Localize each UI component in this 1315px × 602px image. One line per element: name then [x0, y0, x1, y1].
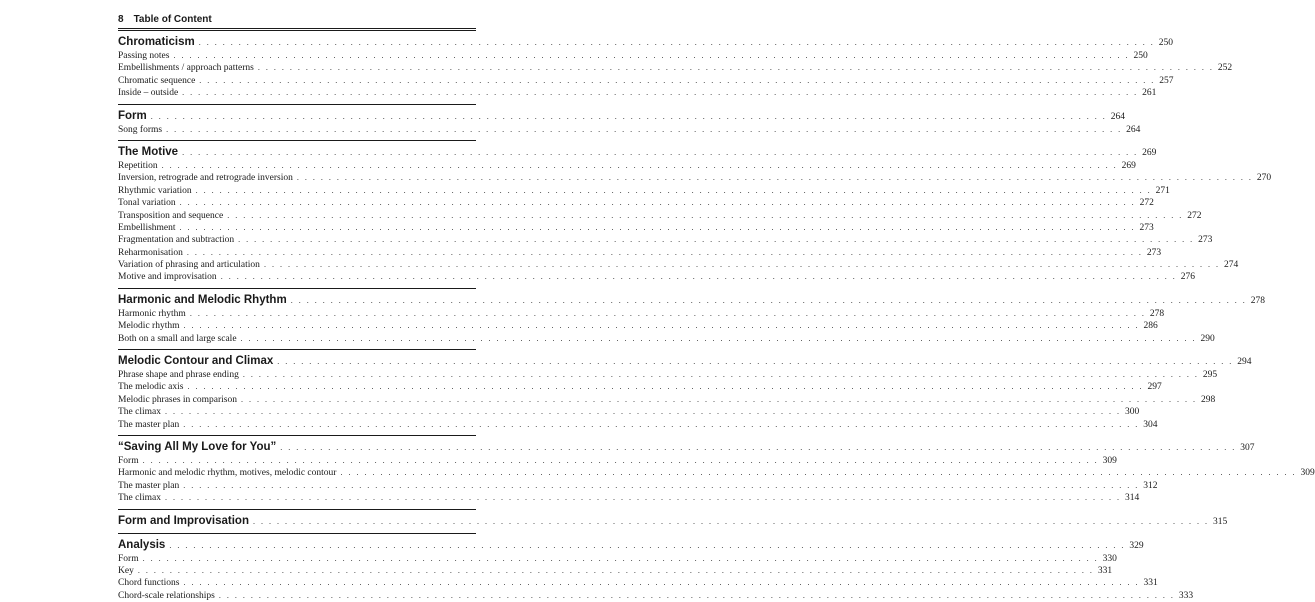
- table-of-contents: [118, 30, 1315, 602]
- dot-leader: . . . . . . . . . . . . . . . . . . . . . . . . . . . . . . . . . . . . . . . . . . . . . . . . . . . . . . . . . . . . . . . . . . . . . . . . . . . . . . . . . . . . . . . . . . . . . . . . . . . . . . . . . . . . . . . . . . . . . . . .: [241, 394, 1197, 404]
- dot-leader: . . . . . . . . . . . . . . . . . . . . . . . . . . . . . . . . . . . . . . . . . . . . . . . . . . . . . . . . . . . . . . . . . . . . . . . . . . . . . . . . . . . . . . . . . . . . . . . . . . . . . . . . . . . . . . . . . . . . . . . .: [340, 468, 1297, 478]
- dot-leader: . . . . . . . . . . . . . . . . . . . . . . . . . . . . . . . . . . . . . . . . . . . . . . . . . . . . . . . . . . . . . . . . . . . . . . . . . . . . . . . . . . . . . . . . . . . . . . . . . . . . . . . . . . . . . . . . . . . . . . . .: [183, 480, 1140, 490]
- toc-entry: [118, 50, 1148, 62]
- toc-section: [118, 104, 1141, 136]
- entry-title: Both on a small and large scale: [118, 333, 237, 344]
- page-ref: 271: [1155, 185, 1170, 196]
- dot-leader: . . . . . . . . . . . . . . . . . . . . . . . . . . . . . . . . . . . . . . . . . . . . . . . . . . . . . . . . . . . . . . . . . . . . . . . . . . . . . . . . . . . . . . . . . . . . . . . . . . . . . . . . . . . . . . . . . . . . . . . .: [169, 540, 1126, 550]
- page-ref: 331: [1097, 565, 1113, 576]
- toc-entry: [118, 308, 1165, 320]
- toc-chapter-heading: [118, 145, 1157, 160]
- toc-section: [118, 349, 1252, 431]
- toc-entry: [118, 333, 1215, 345]
- toc-section: [118, 30, 1233, 100]
- entry-title: Variation of phrasing and articulation: [118, 260, 260, 271]
- entry-title: Harmonic and melodic rhythm, motives, melodic contour: [118, 468, 337, 479]
- page-number: 8: [118, 14, 124, 25]
- dot-leader: . . . . . . . . . . . . . . . . . . . . . . . . . . . . . . . . . . . . . . . . . . . . . . . . . . . . . . . . . . . . . . . . . . . . . . . . . . . . . . . . . . . . . . . . . . . . . . . . . . . . . . . . . . . . . . . . . . . . . . . .: [182, 147, 1139, 157]
- dot-leader: . . . . . . . . . . . . . . . . . . . . . . . . . . . . . . . . . . . . . . . . . . . . . . . . . . . . . . . . . . . . . . . . . . . . . . . . . . . . . . . . . . . . . . . . . . . . . . . . . . . . . . . . . . . . . . . . . . . . . . . .: [165, 493, 1121, 503]
- toc-chapter-heading: [118, 109, 1125, 124]
- toc-entry: [118, 455, 1117, 467]
- dot-leader: . . . . . . . . . . . . . . . . . . . . . . . . . . . . . . . . . . . . . . . . . . . . . . . . . . . . . . . . . . . . . . . . . . . . . . . . . . . . . . . . . . . . . . . . . . . . . . . . . . . . . . . . . . . . . . . . . . . . . . . .: [195, 185, 1152, 195]
- dot-leader: . . . . . . . . . . . . . . . . . . . . . . . . . . . . . . . . . . . . . . . . . . . . . . . . . . . . . . . . . . . . . . . . . . . . . . . . . . . . . . . . . . . . . . . . . . . . . . . . . . . . . . . . . . . . . . . . . . . . . . . .: [173, 51, 1130, 60]
- page-ref: 307: [1240, 442, 1255, 453]
- page-ref: 250: [1133, 51, 1148, 61]
- dot-leader: . . . . . . . . . . . . . . . . . . . . . . . . . . . . . . . . . . . . . . . . . . . . . . . . . . . . . . . . . . . . . . . . . . . . . . . . . . . . . . . . . . . . . . . . . . . . . . . . . . . . . . . . . . . . . . . . . . . . . . . .: [189, 308, 1146, 318]
- page-ref: 272: [1187, 210, 1202, 221]
- page-ref: 264: [1126, 124, 1141, 135]
- entry-title: The master plan: [118, 419, 180, 430]
- entry-title: The climax: [118, 493, 161, 504]
- page-ref: 290: [1200, 333, 1215, 344]
- page-ref: 295: [1202, 370, 1218, 381]
- running-head-title: Table of Content: [133, 14, 212, 25]
- entry-title: Embellishment: [118, 222, 176, 233]
- page-ref: 304: [1143, 419, 1158, 430]
- dot-leader: . . . . . . . . . . . . . . . . . . . . . . . . . . . . . . . . . . . . . . . . . . . . . . . . . . . . . . . . . . . . . . . . . . . . . . . . . . . . . . . . . . . . . . . . . . . . . . . . . . . . . . . . . . . . . . . . . . . . . . . .: [253, 516, 1209, 526]
- toc-entry: [118, 172, 1272, 184]
- toc-chapter-heading: [118, 440, 1255, 455]
- entry-title: Embellishments / approach patterns: [118, 63, 254, 74]
- entry-title: Melodic rhythm: [118, 321, 180, 332]
- dot-leader: . . . . . . . . . . . . . . . . . . . . . . . . . . . . . . . . . . . . . . . . . . . . . . . . . . . . . . . . . . . . . . . . . . . . . . . . . . . . . . . . . . . . . . . . . . . . . . . . . . . . . . . . . . . . . . . . . . . . . . . .: [186, 247, 1143, 257]
- page-ref: 269: [1121, 160, 1136, 171]
- toc-chapter-heading: [118, 538, 1144, 553]
- toc-entry: [118, 87, 1157, 99]
- page-ref: 294: [1237, 357, 1252, 368]
- entry-title: Reharmonisation: [118, 247, 183, 258]
- toc-entry: [118, 577, 1158, 589]
- page-ref: 270: [1256, 173, 1272, 184]
- entry-title: Tonal variation: [118, 198, 176, 209]
- entry-title: Phrase shape and phrase ending: [118, 370, 239, 381]
- dot-leader: . . . . . . . . . . . . . . . . . . . . . . . . . . . . . . . . . . . . . . . . . . . . . . . . . . . . . . . . . . . . . . . . . . . . . . . . . . . . . . . . . . . . . . . . . . . . . . . . . . . . . . . . . . . . . . . . . . . . . . . .: [257, 63, 1214, 73]
- toc-entry: [118, 234, 1213, 246]
- chapter-title: “Saving All My Love for You”: [118, 440, 277, 453]
- entry-title: The climax: [118, 407, 161, 418]
- dot-leader: . . . . . . . . . . . . . . . . . . . . . . . . . . . . . . . . . . . . . . . . . . . . . . . . . . . . . . . . . . . . . . . . . . . . . . . . . . . . . . . . . . . . . . . . . . . . . . . . . . . . . . . . . . . . . . . . . . . . . . . .: [142, 455, 1099, 465]
- dot-leader: . . . . . . . . . . . . . . . . . . . . . . . . . . . . . . . . . . . . . . . . . . . . . . . . . . . . . . . . . . . . . . . . . . . . . . . . . . . . . . . . . . . . . . . . . . . . . . . . . . . . . . . . . . . . . . . . . . . . . . . .: [242, 370, 1199, 380]
- dot-leader: . . . . . . . . . . . . . . . . . . . . . . . . . . . . . . . . . . . . . . . . . . . . . . . . . . . . . . . . . . . . . . . . . . . . . . . . . . . . . . . . . . . . . . . . . . . . . . . . . . . . . . . . . . . . . . . . . . . . . . . .: [183, 578, 1140, 588]
- toc-entry: [118, 320, 1158, 332]
- toc-chapter-heading: [118, 35, 1173, 50]
- page-ref: 264: [1110, 111, 1125, 122]
- toc-entry: [118, 419, 1158, 431]
- chapter-title: Form and Improvisation: [118, 514, 249, 527]
- entry-title: Motive and improvisation: [118, 272, 217, 283]
- toc-chapter-heading: [118, 293, 1265, 308]
- entry-title: Rhythmic variation: [118, 185, 192, 196]
- page-ref: 278: [1250, 295, 1265, 306]
- page-ref: 315: [1213, 516, 1228, 527]
- entry-title: Chromatic sequence: [118, 75, 196, 86]
- toc-entry: [118, 369, 1218, 381]
- dot-leader: . . . . . . . . . . . . . . . . . . . . . . . . . . . . . . . . . . . . . . . . . . . . . . . . . . . . . . . . . . . . . . . . . . . . . . . . . . . . . . . . . . . . . . . . . . . . . . . . . . . . . . . . . . . . . . . . . . . . . . . .: [199, 75, 1156, 85]
- page-ref: 252: [1217, 63, 1233, 74]
- toc-entry: [118, 406, 1140, 418]
- dot-leader: . . . . . . . . . . . . . . . . . . . . . . . . . . . . . . . . . . . . . . . . . . . . . . . . . . . . . . . . . . . . . . . . . . . . . . . . . . . . . . . . . . . . . . . . . . . . . . . . . . . . . . . . . . . . . . . . . . . . . . . .: [263, 260, 1220, 270]
- dot-leader: . . . . . . . . . . . . . . . . . . . . . . . . . . . . . . . . . . . . . . . . . . . . . . . . . . . . . . . . . . . . . . . . . . . . . . . . . . . . . . . . . . . . . . . . . . . . . . . . . . . . . . . . . . . . . . . . . . . . . . . .: [227, 210, 1184, 220]
- entry-title: Melodic phrases in comparison: [118, 394, 237, 405]
- toc-section: [118, 140, 1272, 284]
- entry-title: Form: [118, 553, 139, 564]
- entry-title: Form: [118, 455, 139, 466]
- page-ref: 286: [1143, 321, 1158, 332]
- toc-entry: [118, 185, 1170, 197]
- page-ref: 309: [1300, 468, 1315, 479]
- toc-entry: [118, 480, 1158, 492]
- page-ref: 333: [1178, 590, 1194, 601]
- page-ref: 329: [1129, 540, 1144, 551]
- dot-leader: . . . . . . . . . . . . . . . . . . . . . . . . . . . . . . . . . . . . . . . . . . . . . . . . . . . . . . . . . . . . . . . . . . . . . . . . . . . . . . . . . . . . . . . . . . . . . . . . . . . . . . . . . . . . . . . . . . . . . . . .: [218, 590, 1175, 600]
- page-ref: 273: [1139, 222, 1154, 233]
- page-ref: 272: [1139, 198, 1154, 209]
- entry-title: The master plan: [118, 480, 180, 491]
- page-ref: 273: [1198, 235, 1213, 246]
- toc-section: [118, 509, 1228, 529]
- dot-leader: . . . . . . . . . . . . . . . . . . . . . . . . . . . . . . . . . . . . . . . . . . . . . . . . . . . . . . . . . . . . . . . . . . . . . . . . . . . . . . . . . . . . . . . . . . . . . . . . . . . . . . . . . . . . . . . . . . . . . . . .: [150, 111, 1107, 121]
- entry-title: Song forms: [118, 124, 163, 135]
- toc-entry: [118, 160, 1136, 172]
- dot-leader: . . . . . . . . . . . . . . . . . . . . . . . . . . . . . . . . . . . . . . . . . . . . . . . . . . . . . . . . . . . . . . . . . . . . . . . . . . . . . . . . . . . . . . . . . . . . . . . . . . . . . . . . . . . . . . . . . . . . . . . .: [166, 124, 1123, 134]
- dot-leader: . . . . . . . . . . . . . . . . . . . . . . . . . . . . . . . . . . . . . . . . . . . . . . . . . . . . . . . . . . . . . . . . . . . . . . . . . . . . . . . . . . . . . . . . . . . . . . . . . . . . . . . . . . . . . . . . . . . . . . . .: [142, 553, 1099, 563]
- page-ref: 274: [1223, 260, 1239, 271]
- chapter-title: Analysis: [118, 538, 166, 551]
- entry-title: Inside – outside: [118, 88, 179, 99]
- page-ref: 309: [1102, 455, 1117, 466]
- toc-entry: [118, 492, 1140, 504]
- dot-leader: . . . . . . . . . . . . . . . . . . . . . . . . . . . . . . . . . . . . . . . . . . . . . . . . . . . . . . . . . . . . . . . . . . . . . . . . . . . . . . . . . . . . . . . . . . . . . . . . . . . . . . . . . . . . . . . . . . . . . . . .: [296, 173, 1253, 183]
- toc-entry: [118, 247, 1162, 259]
- toc-entry: [118, 210, 1202, 222]
- dot-leader: . . . . . . . . . . . . . . . . . . . . . . . . . . . . . . . . . . . . . . . . . . . . . . . . . . . . . . . . . . . . . . . . . . . . . . . . . . . . . . . . . . . . . . . . . . . . . . . . . . . . . . . . . . . . . . . . . . . . . . . .: [220, 272, 1177, 282]
- page-ref: 273: [1146, 247, 1162, 258]
- dot-leader: . . . . . . . . . . . . . . . . . . . . . . . . . . . . . . . . . . . . . . . . . . . . . . . . . . . . . . . . . . . . . . . . . . . . . . . . . . . . . . . . . . . . . . . . . . . . . . . . . . . . . . . . . . . . . . . . . . . . . . . .: [137, 565, 1094, 575]
- entry-title: Passing notes: [118, 51, 170, 61]
- toc-section: [118, 435, 1315, 505]
- chapter-title: Harmonic and Melodic Rhythm: [118, 293, 287, 306]
- entry-title: Inversion, retrograde and retrograde inversion: [118, 173, 293, 184]
- dot-leader: . . . . . . . . . . . . . . . . . . . . . . . . . . . . . . . . . . . . . . . . . . . . . . . . . . . . . . . . . . . . . . . . . . . . . . . . . . . . . . . . . . . . . . . . . . . . . . . . . . . . . . . . . . . . . . . . . . . . . . . .: [161, 160, 1118, 170]
- page-ref: 276: [1180, 272, 1195, 283]
- toc-entry: [118, 271, 1195, 283]
- page-ref: 330: [1102, 553, 1117, 564]
- page-ref: 300: [1125, 407, 1140, 418]
- entry-title: Fragmentation and subtraction: [118, 235, 235, 246]
- page-ref: 298: [1201, 394, 1216, 405]
- entry-title: Harmonic rhythm: [118, 308, 186, 319]
- dot-leader: . . . . . . . . . . . . . . . . . . . . . . . . . . . . . . . . . . . . . . . . . . . . . . . . . . . . . . . . . . . . . . . . . . . . . . . . . . . . . . . . . . . . . . . . . . . . . . . . . . . . . . . . . . . . . . . . . . . . . . . .: [187, 382, 1144, 392]
- toc-entry: [118, 124, 1141, 136]
- entry-title: Repetition: [118, 160, 158, 171]
- toc-entry: [118, 467, 1315, 479]
- dot-leader: . . . . . . . . . . . . . . . . . . . . . . . . . . . . . . . . . . . . . . . . . . . . . . . . . . . . . . . . . . . . . . . . . . . . . . . . . . . . . . . . . . . . . . . . . . . . . . . . . . . . . . . . . . . . . . . . . . . . . . . .: [179, 198, 1136, 208]
- dot-leader: . . . . . . . . . . . . . . . . . . . . . . . . . . . . . . . . . . . . . . . . . . . . . . . . . . . . . . . . . . . . . . . . . . . . . . . . . . . . . . . . . . . . . . . . . . . . . . . . . . . . . . . . . . . . . . . . . . . . . . . .: [198, 38, 1155, 47]
- toc-entry: [118, 381, 1162, 393]
- page-ref: 261: [1142, 88, 1157, 99]
- toc-entry: [118, 75, 1174, 87]
- page-ref: 278: [1149, 308, 1165, 319]
- dot-leader: . . . . . . . . . . . . . . . . . . . . . . . . . . . . . . . . . . . . . . . . . . . . . . . . . . . . . . . . . . . . . . . . . . . . . . . . . . . . . . . . . . . . . . . . . . . . . . . . . . . . . . . . . . . . . . . . . . . . . . . .: [179, 222, 1136, 232]
- dot-leader: . . . . . . . . . . . . . . . . . . . . . . . . . . . . . . . . . . . . . . . . . . . . . . . . . . . . . . . . . . . . . . . . . . . . . . . . . . . . . . . . . . . . . . . . . . . . . . . . . . . . . . . . . . . . . . . . . . . . . . . .: [290, 295, 1247, 305]
- dot-leader: . . . . . . . . . . . . . . . . . . . . . . . . . . . . . . . . . . . . . . . . . . . . . . . . . . . . . . . . . . . . . . . . . . . . . . . . . . . . . . . . . . . . . . . . . . . . . . . . . . . . . . . . . . . . . . . . . . . . . . . .: [183, 321, 1140, 331]
- page-ref: 314: [1125, 493, 1140, 504]
- dot-leader: . . . . . . . . . . . . . . . . . . . . . . . . . . . . . . . . . . . . . . . . . . . . . . . . . . . . . . . . . . . . . . . . . . . . . . . . . . . . . . . . . . . . . . . . . . . . . . . . . . . . . . . . . . . . . . . . . . . . . . . .: [240, 333, 1197, 343]
- toc-entry: [118, 590, 1194, 602]
- toc-chapter-heading: [118, 354, 1252, 369]
- running-head: [118, 11, 476, 29]
- chapter-title: Chromaticism: [118, 36, 195, 48]
- page-ref: 312: [1143, 480, 1158, 491]
- chapter-title: Form: [118, 109, 147, 122]
- toc-entry: [118, 553, 1117, 565]
- chapter-title: The Motive: [118, 145, 179, 158]
- toc-entry: [118, 259, 1239, 271]
- dot-leader: . . . . . . . . . . . . . . . . . . . . . . . . . . . . . . . . . . . . . . . . . . . . . . . . . . . . . . . . . . . . . . . . . . . . . . . . . . . . . . . . . . . . . . . . . . . . . . . . . . . . . . . . . . . . . . . . . . . . . . . .: [238, 235, 1195, 245]
- entry-title: The melodic axis: [118, 382, 184, 393]
- toc-section: [118, 533, 1194, 602]
- toc-entry: [118, 197, 1154, 209]
- page-ref: 250: [1158, 38, 1173, 48]
- dot-leader: . . . . . . . . . . . . . . . . . . . . . . . . . . . . . . . . . . . . . . . . . . . . . . . . . . . . . . . . . . . . . . . . . . . . . . . . . . . . . . . . . . . . . . . . . . . . . . . . . . . . . . . . . . . . . . . . . . . . . . . .: [280, 442, 1237, 452]
- entry-title: Key: [118, 565, 134, 576]
- dot-leader: . . . . . . . . . . . . . . . . . . . . . . . . . . . . . . . . . . . . . . . . . . . . . . . . . . . . . . . . . . . . . . . . . . . . . . . . . . . . . . . . . . . . . . . . . . . . . . . . . . . . . . . . . . . . . . . . . . . . . . . .: [183, 419, 1140, 429]
- dot-leader: . . . . . . . . . . . . . . . . . . . . . . . . . . . . . . . . . . . . . . . . . . . . . . . . . . . . . . . . . . . . . . . . . . . . . . . . . . . . . . . . . . . . . . . . . . . . . . . . . . . . . . . . . . . . . . . . . . . . . . . .: [182, 88, 1139, 98]
- page-ref: 257: [1159, 75, 1174, 86]
- entry-title: Chord-scale relationships: [118, 590, 215, 601]
- entry-title: Transposition and sequence: [118, 210, 224, 221]
- toc-entry: [118, 565, 1113, 577]
- entry-title: Chord functions: [118, 578, 180, 589]
- dot-leader: . . . . . . . . . . . . . . . . . . . . . . . . . . . . . . . . . . . . . . . . . . . . . . . . . . . . . . . . . . . . . . . . . . . . . . . . . . . . . . . . . . . . . . . . . . . . . . . . . . . . . . . . . . . . . . . . . . . . . . . .: [277, 357, 1234, 367]
- toc-section: [118, 288, 1265, 345]
- page-ref: 331: [1143, 578, 1158, 589]
- toc-entry: [118, 394, 1216, 406]
- dot-leader: . . . . . . . . . . . . . . . . . . . . . . . . . . . . . . . . . . . . . . . . . . . . . . . . . . . . . . . . . . . . . . . . . . . . . . . . . . . . . . . . . . . . . . . . . . . . . . . . . . . . . . . . . . . . . . . . . . . . . . . .: [165, 407, 1121, 417]
- toc-entry: [118, 62, 1233, 74]
- page-ref: 297: [1147, 382, 1162, 393]
- toc-chapter-heading: [118, 514, 1228, 529]
- toc-entry: [118, 222, 1154, 234]
- chapter-title: Melodic Contour and Climax: [118, 355, 274, 368]
- page-ref: 269: [1142, 147, 1157, 158]
